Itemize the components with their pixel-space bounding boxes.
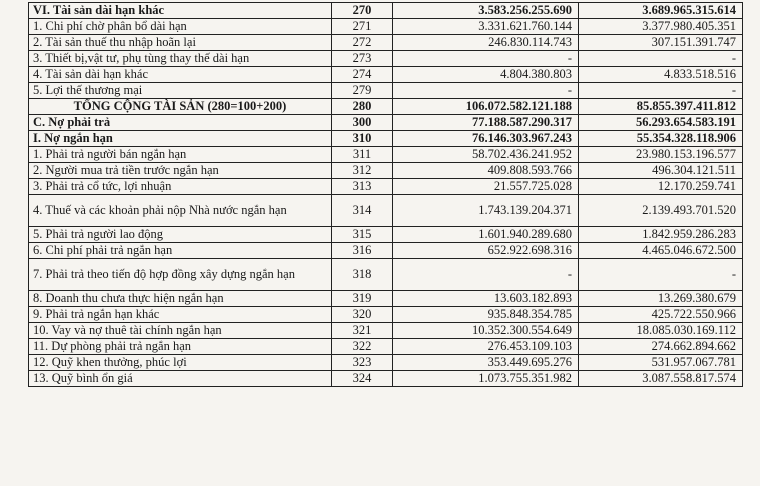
begin-balance-cell: 3.087.558.817.574 [579,371,743,387]
table-row [29,51,743,67]
table-row [29,243,743,259]
begin-balance-cell: 13.269.380.679 [579,291,743,307]
begin-balance-cell: 496.304.121.511 [579,163,743,179]
item-code-cell: 320 [332,307,393,323]
table-row [29,307,743,323]
item-name-cell: C. Nợ phải trả [29,115,332,131]
table-row [29,3,743,19]
table-row [29,195,743,227]
balance-sheet-body [29,3,743,387]
begin-balance-cell: - [579,83,743,99]
item-name-cell: 2. Tài sản thuế thu nhập hoãn lại [29,35,332,51]
end-balance-cell: 652.922.698.316 [393,243,579,259]
table-row [29,19,743,35]
table-row [29,83,743,99]
begin-balance-cell: 4.465.046.672.500 [579,243,743,259]
item-code-cell: 312 [332,163,393,179]
begin-balance-cell: 425.722.550.966 [579,307,743,323]
end-balance-cell: - [393,259,579,291]
item-name-cell: VI. Tài sản dài hạn khác [29,3,332,19]
item-name-cell: 6. Chi phí phải trả ngắn hạn [29,243,332,259]
table-row [29,291,743,307]
table-row [29,339,743,355]
end-balance-cell: 76.146.303.967.243 [393,131,579,147]
begin-balance-cell: 3.377.980.405.351 [579,19,743,35]
end-balance-cell: 409.808.593.766 [393,163,579,179]
table-row [29,227,743,243]
item-name-cell: 7. Phải trả theo tiến độ hợp đồng xây dựng ngắn hạn [29,259,332,291]
end-balance-cell: 21.557.725.028 [393,179,579,195]
item-code-cell: 274 [332,67,393,83]
item-name-cell: TỔNG CỘNG TÀI SẢN (280=100+200) [29,99,332,115]
begin-balance-cell: 85.855.397.411.812 [579,99,743,115]
table-row [29,131,743,147]
item-code-cell: 315 [332,227,393,243]
table-row [29,355,743,371]
end-balance-cell: 935.848.354.785 [393,307,579,323]
item-code-cell: 271 [332,19,393,35]
end-balance-cell: 3.331.621.760.144 [393,19,579,35]
item-code-cell: 316 [332,243,393,259]
end-balance-cell: 4.804.380.803 [393,67,579,83]
item-code-cell: 280 [332,99,393,115]
end-balance-cell: 246.830.114.743 [393,35,579,51]
item-code-cell: 319 [332,291,393,307]
begin-balance-cell: 531.957.067.781 [579,355,743,371]
item-name-cell: 12. Quỹ khen thưởng, phúc lợi [29,355,332,371]
item-code-cell: 324 [332,371,393,387]
item-name-cell: 4. Thuế và các khoản phải nộp Nhà nước ngắn hạn [29,195,332,227]
end-balance-cell: 1.073.755.351.982 [393,371,579,387]
end-balance-cell: 58.702.436.241.952 [393,147,579,163]
begin-balance-cell: - [579,259,743,291]
begin-balance-cell: 274.662.894.662 [579,339,743,355]
table-row [29,179,743,195]
table-row [29,99,743,115]
item-code-cell: 279 [332,83,393,99]
item-code-cell: 272 [332,35,393,51]
begin-balance-cell: 56.293.654.583.191 [579,115,743,131]
item-code-cell: 273 [332,51,393,67]
begin-balance-cell: 3.689.965.315.614 [579,3,743,19]
balance-sheet-table [28,2,743,387]
table-row [29,371,743,387]
end-balance-cell: 1.601.940.289.680 [393,227,579,243]
item-name-cell: 1. Chi phí chờ phân bổ dài hạn [29,19,332,35]
end-balance-cell: 10.352.300.554.649 [393,323,579,339]
end-balance-cell: 353.449.695.276 [393,355,579,371]
end-balance-cell: 1.743.139.204.371 [393,195,579,227]
item-name-cell: 4. Tài sản dài hạn khác [29,67,332,83]
end-balance-cell: 3.583.256.255.690 [393,3,579,19]
item-code-cell: 322 [332,339,393,355]
begin-balance-cell: 23.980.153.196.577 [579,147,743,163]
table-row [29,67,743,83]
table-row [29,259,743,291]
item-name-cell: 5. Lợi thế thương mại [29,83,332,99]
end-balance-cell: 276.453.109.103 [393,339,579,355]
end-balance-cell: - [393,83,579,99]
begin-balance-cell: 18.085.030.169.112 [579,323,743,339]
item-name-cell: 8. Doanh thu chưa thực hiện ngắn hạn [29,291,332,307]
begin-balance-cell: 12.170.259.741 [579,179,743,195]
begin-balance-cell: 1.842.959.286.283 [579,227,743,243]
end-balance-cell: 77.188.587.290.317 [393,115,579,131]
end-balance-cell: - [393,51,579,67]
item-code-cell: 314 [332,195,393,227]
item-name-cell: 11. Dự phòng phải trả ngắn hạn [29,339,332,355]
item-name-cell: 13. Quỹ bình ổn giá [29,371,332,387]
item-code-cell: 323 [332,355,393,371]
table-row [29,147,743,163]
item-name-cell: 10. Vay và nợ thuê tài chính ngắn hạn [29,323,332,339]
item-name-cell: 9. Phải trả ngắn hạn khác [29,307,332,323]
item-code-cell: 313 [332,179,393,195]
item-name-cell: 3. Phải trả cổ tức, lợi nhuận [29,179,332,195]
item-name-cell: 5. Phải trả người lao động [29,227,332,243]
item-name-cell: 3. Thiết bị,vật tư, phụ tùng thay thế dài hạn [29,51,332,67]
table-row [29,35,743,51]
end-balance-cell: 106.072.582.121.188 [393,99,579,115]
begin-balance-cell: 4.833.518.516 [579,67,743,83]
table-row [29,323,743,339]
item-code-cell: 311 [332,147,393,163]
item-code-cell: 310 [332,131,393,147]
begin-balance-cell: 55.354.328.118.906 [579,131,743,147]
item-code-cell: 270 [332,3,393,19]
item-name-cell: 2. Người mua trả tiền trước ngắn hạn [29,163,332,179]
item-code-cell: 321 [332,323,393,339]
table-row [29,115,743,131]
begin-balance-cell: 307.151.391.747 [579,35,743,51]
item-name-cell: I. Nợ ngắn hạn [29,131,332,147]
begin-balance-cell: - [579,51,743,67]
item-name-cell: 1. Phải trả người bán ngắn hạn [29,147,332,163]
item-code-cell: 300 [332,115,393,131]
begin-balance-cell: 2.139.493.701.520 [579,195,743,227]
table-row [29,163,743,179]
end-balance-cell: 13.603.182.893 [393,291,579,307]
item-code-cell: 318 [332,259,393,291]
